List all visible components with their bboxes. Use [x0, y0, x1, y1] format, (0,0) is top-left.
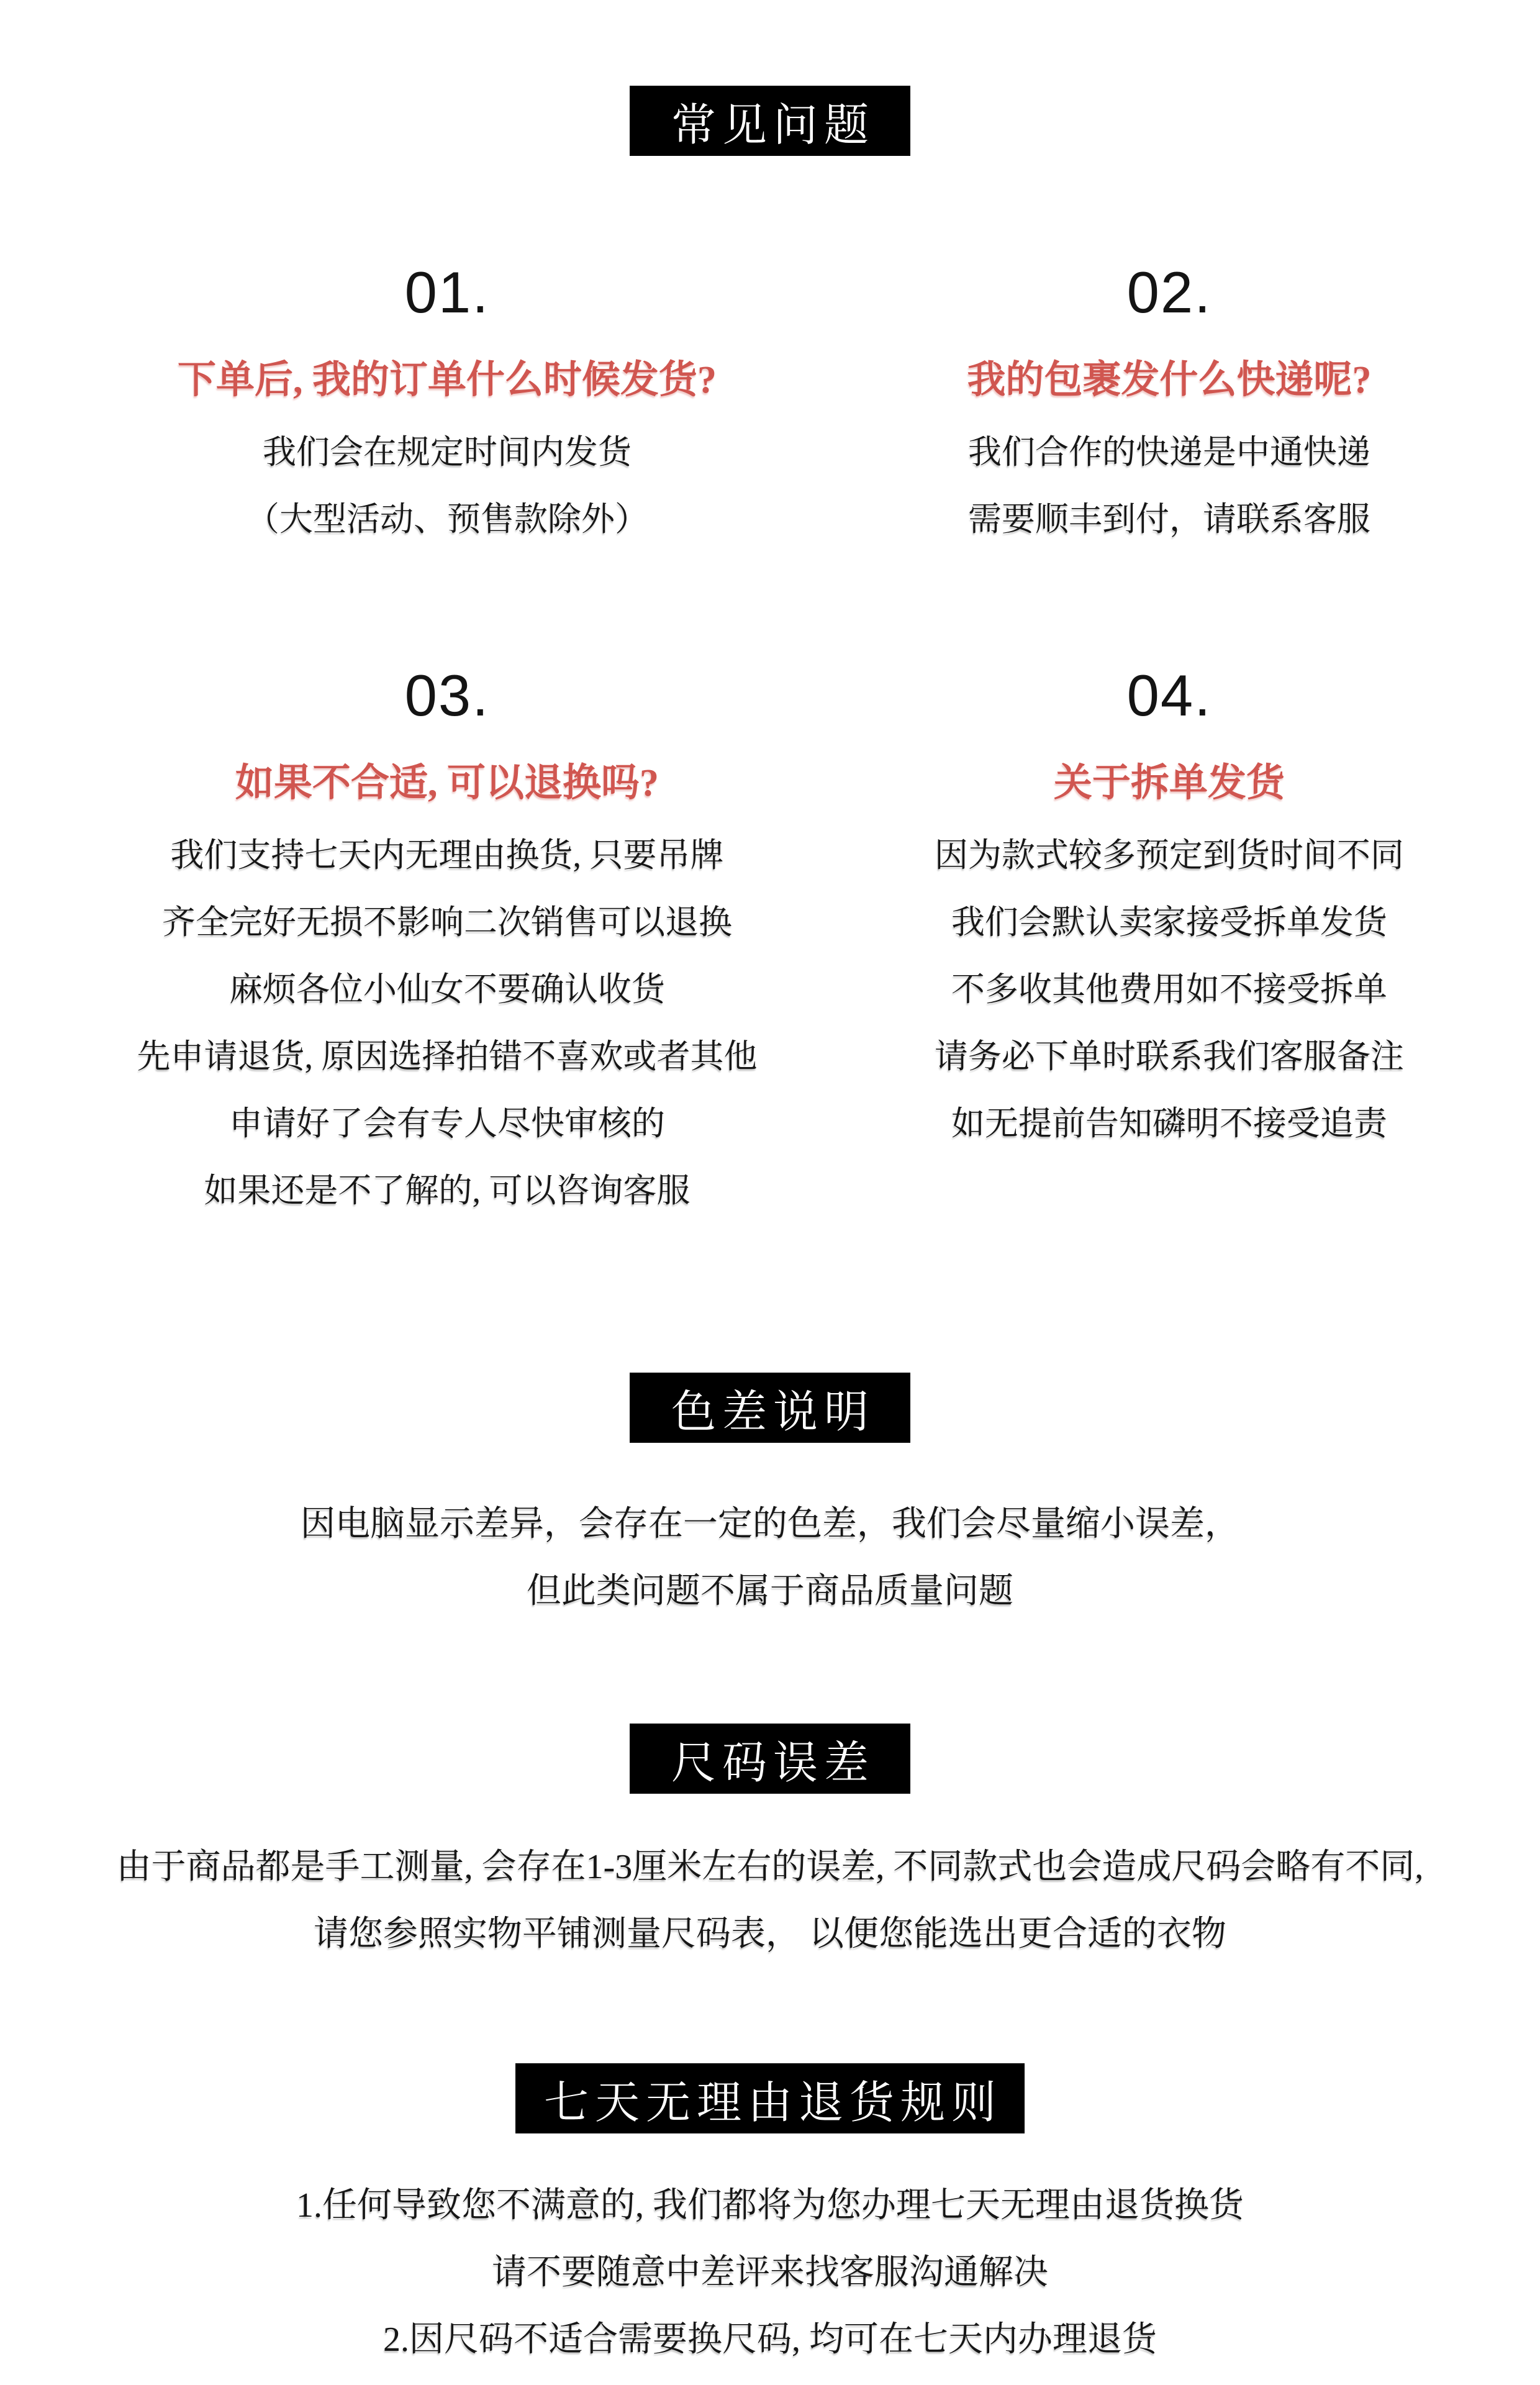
faq-number-04: 04. [1126, 663, 1212, 728]
notice-line: 2.因尺码不适合需要换尺码, 均可在七天内办理退货 [383, 2320, 1157, 2359]
faq-answer-line: 需要顺丰到付，请联系客服 [968, 501, 1370, 538]
faq-section-03 [43, 663, 851, 1224]
faq-answers-04 [935, 822, 1404, 1157]
notice-line: 由于商品都是手工测量, 会存在1-3厘米左右的误差, 不同款式也会造成尺码会略有不同, [116, 1848, 1424, 1886]
notice-body-return-policy [0, 2172, 1540, 2373]
notice-banner-return-policy [515, 2063, 1025, 2133]
notice-banner-label: 尺码误差 [671, 1738, 875, 1788]
notice-banner-size-tolerance [630, 1724, 910, 1794]
faq-question-04: 关于拆单发货 [1053, 762, 1285, 804]
faq-answer-line: 申请好了会有专人尽快审核的 [229, 1105, 665, 1142]
faq-answer-line: 先申请退货, 原因选择拍错不喜欢或者其他 [137, 1038, 758, 1075]
faq-answers-01 [246, 419, 648, 553]
faq-number-02: 02. [1126, 260, 1212, 325]
faq-answer-line: 请务必下单时联系我们客服备注 [935, 1038, 1404, 1075]
faq-section-04 [766, 663, 1540, 1157]
faq-section-02 [766, 260, 1540, 553]
notice-line: 因电脑显示差异，会存在一定的色差，我们会尽量缩小误差， [301, 1505, 1239, 1543]
faq-answer-line: 我们会在规定时间内发货 [263, 434, 632, 471]
notice-line: 1.任何导致您不满意的, 我们都将为您办理七天无理由退货换货 [296, 2186, 1244, 2225]
faq-question-01: 下单后, 我的订单什么时候发货? [177, 359, 717, 401]
faq-answer-line: 麻烦各位小仙女不要确认收货 [229, 971, 665, 1008]
faq-question-03: 如果不合适, 可以退换吗? [235, 762, 659, 804]
notice-banner-color-difference [630, 1373, 910, 1443]
page-title-banner [630, 86, 910, 156]
faq-number-03: 03. [404, 663, 490, 728]
notice-line: 请您参照实物平铺测量尺码表， 以便您能选出更合适的衣物 [314, 1915, 1226, 1953]
faq-answer-line: 因为款式较多预定到货时间不同 [935, 837, 1404, 874]
notice-body-color-difference [0, 1491, 1540, 1625]
faq-answer-line: 齐全完好无损不影响二次销售可以退换 [162, 904, 732, 941]
faq-answer-line: 如果还是不了解的, 可以咨询客服 [204, 1172, 691, 1209]
notice-line: 请不要随意中差评来找客服沟通解决 [492, 2253, 1048, 2292]
faq-answer-line: （大型活动、预售款除外） [246, 501, 648, 538]
page-title: 常见问题 [671, 100, 875, 150]
faq-answers-02 [968, 419, 1370, 553]
notice-body-size-tolerance [0, 1833, 1540, 1968]
faq-answers-03 [137, 822, 758, 1224]
notice-line: 但此类问题不属于商品质量问题 [527, 1572, 1013, 1610]
faq-answer-line: 我们合作的快递是中通快递 [968, 434, 1370, 471]
faq-number-01: 01. [404, 260, 490, 325]
faq-answer-line: 不多收其他费用如不接受拆单 [951, 971, 1387, 1008]
faq-answer-line: 如无提前告知磷明不接受追责 [951, 1105, 1387, 1142]
notice-banner-label: 七天无理由退货规则 [543, 2078, 1002, 2128]
faq-answer-line: 我们支持七天内无理由换货, 只要吊牌 [170, 837, 724, 874]
faq-answer-line: 我们会默认卖家接受拆单发货 [951, 904, 1387, 941]
faq-section-01 [43, 260, 851, 553]
faq-question-02: 我的包裹发什么快递呢? [967, 359, 1372, 401]
notice-banner-label: 色差说明 [671, 1387, 875, 1437]
